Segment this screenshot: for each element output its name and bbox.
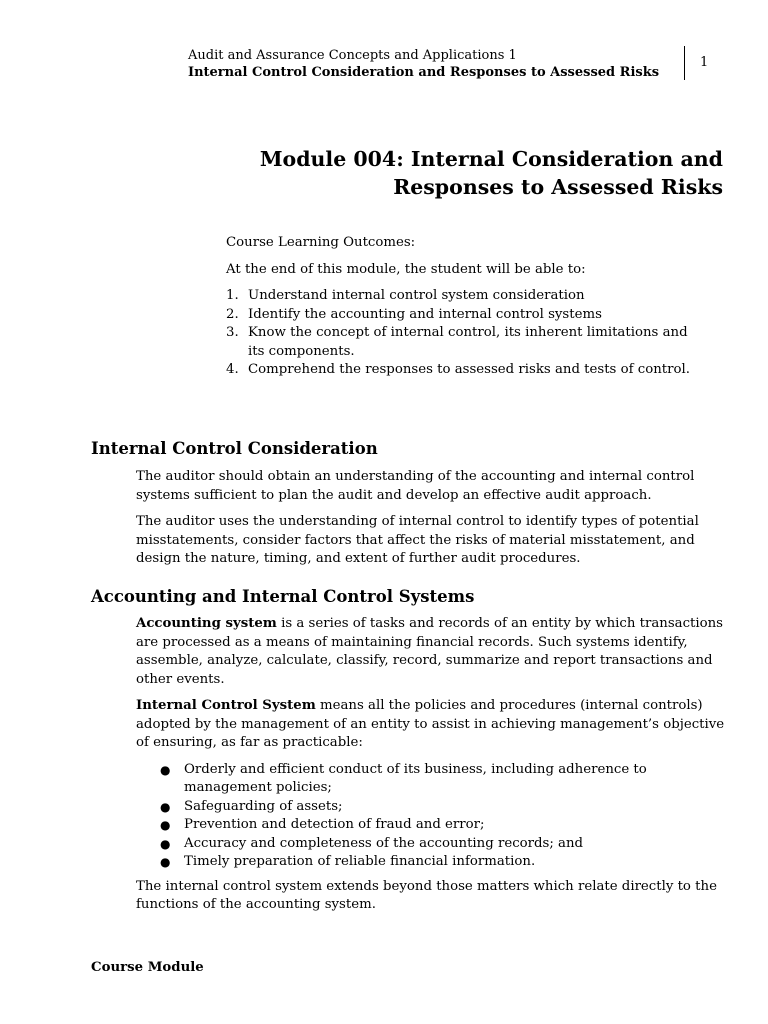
list-item-number: 4. — [226, 362, 239, 377]
bullet-icon: ● — [160, 799, 171, 814]
list-item — [136, 816, 728, 835]
definition-accounting-system: is a series of tasks and records of an entity by which transactions are processed as a means of maintaining financial records. Such systems identify, assemble, analyze, calculate, classify, record, summarize and report transactions and other events. — [136, 616, 724, 687]
footer-label: Course Module — [91, 960, 204, 975]
list-item — [226, 361, 696, 380]
page-number: 1 — [700, 55, 709, 70]
list-item-number: 2. — [226, 306, 239, 322]
list-item-text: Understand internal control system consideration — [248, 288, 585, 303]
header-divider — [684, 46, 685, 80]
list-item — [136, 835, 728, 854]
list-item-text: Comprehend the responses to assessed risks and tests of control. — [248, 362, 690, 377]
list-item-text: Orderly and efficient conduct of its business, including adherence to management policies; — [184, 761, 647, 795]
list-item-text: Identify the accounting and internal control systems — [248, 306, 602, 322]
page-title-line-1: Module 004: Internal Consideration and — [259, 147, 723, 171]
learning-outcomes — [226, 234, 696, 380]
header-course-title: Audit and Assurance Concepts and Applications 1 — [188, 48, 517, 63]
section-body-accounting-and-internal-control-systems — [136, 615, 728, 923]
list-item-number: 3. — [226, 325, 239, 340]
term-accounting-system: Accounting system — [136, 616, 277, 631]
list-item-text: Timely preparation of reliable financial information. — [184, 854, 536, 869]
definition-internal-control-system: means all the policies and procedures (internal controls) adopted by the management of an entity to assist in achieving management’s objective of ensuring, as far as practicable: — [136, 698, 725, 750]
list-item-text: Prevention and detection of fraud and error; — [184, 817, 485, 832]
bullet-icon: ● — [160, 855, 171, 869]
section-heading-accounting-and-internal-control-systems: Accounting and Internal Control Systems — [91, 587, 475, 606]
list-item-text: Safeguarding of assets; — [184, 798, 343, 814]
page-title-line-2: Responses to Assessed Risks — [393, 175, 723, 199]
section-heading-internal-control-consideration: Internal Control Consideration — [91, 439, 378, 458]
header-module-subtitle: Internal Control Consideration and Responses to Assessed Risks — [188, 65, 660, 80]
outcomes-list — [226, 287, 696, 380]
paragraph: The auditor should obtain an understanding of the accounting and internal control systems sufficient to plan the audit and develop an effective audit approach. — [136, 469, 695, 503]
list-item-text: Know the concept of internal control, its inherent limitations and its components. — [248, 325, 688, 359]
list-item — [136, 761, 728, 798]
paragraph-accounting-system — [136, 615, 728, 689]
page-title — [200, 145, 723, 201]
section-body-internal-control-consideration — [136, 468, 728, 577]
list-item — [226, 287, 696, 306]
bullet-icon: ● — [160, 836, 171, 851]
list-item-number: 1. — [226, 288, 239, 303]
paragraph-closing: The internal control system extends beyond those matters which relate directly to the functions of the accounting system. — [136, 878, 717, 912]
list-item — [136, 798, 728, 817]
bullet-icon: ● — [160, 818, 171, 832]
list-item — [226, 324, 696, 361]
bullet-icon: ● — [160, 762, 171, 777]
list-item — [226, 306, 696, 325]
objectives-list — [136, 761, 728, 872]
list-item-text: Accuracy and completeness of the accounting records; and — [184, 835, 584, 851]
outcomes-heading: Course Learning Outcomes: — [226, 235, 416, 250]
paragraph: The auditor uses the understanding of internal control to identify types of potential misstatements, consider factors that affect the risks of material misstatement, and design the nature, timing, and extent of further audit procedures. — [136, 514, 699, 566]
paragraph-internal-control-system — [136, 697, 728, 753]
term-internal-control-system: Internal Control System — [136, 698, 316, 713]
outcomes-intro: At the end of this module, the student will be able to: — [226, 261, 586, 277]
list-item — [136, 853, 728, 872]
